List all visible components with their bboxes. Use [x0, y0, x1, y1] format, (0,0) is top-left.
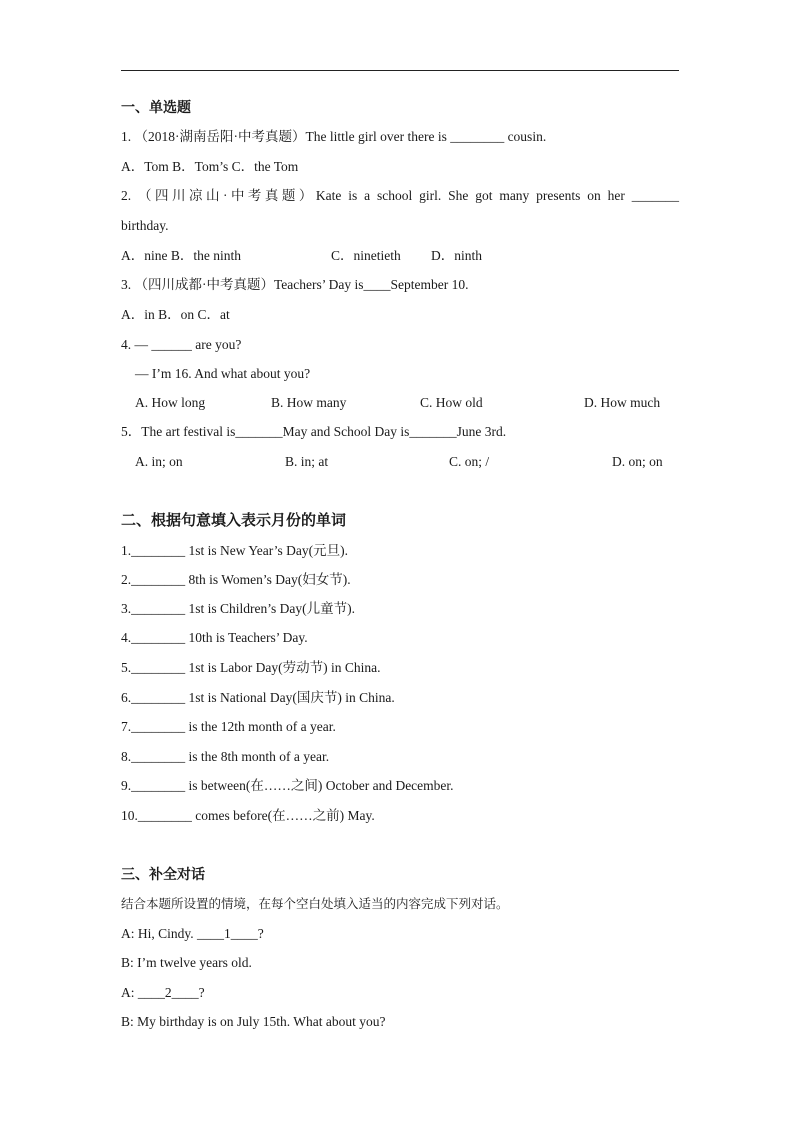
question-5-option-c: C. on; / [449, 454, 490, 469]
question-5-option-a: A. in; on [135, 454, 183, 469]
section3-instruction: 结合本题所设置的情境，在每个空白处填入适当的内容完成下列对话。 [121, 896, 509, 911]
fill-item-2: 2.________ 8th is Women’s Day(妇女节). [121, 572, 351, 587]
fill-item-9: 9.________ is between(在……之间) October and December. [121, 778, 454, 793]
question-3-options: A．in B．on C．at [121, 307, 230, 322]
question-1: 1. （2018·湖南岳阳·中考真题）The little girl over there is ________ cousin. [121, 129, 547, 144]
section2-heading: 二、根据句意填入表示月份的单词 [121, 511, 347, 529]
dialogue-line-4: B: My birthday is on July 15th. What about you? [121, 1014, 386, 1029]
fill-item-7: 7.________ is the 12th month of a year. [121, 719, 336, 734]
dialogue-line-3: A: ____2____? [121, 985, 205, 1000]
question-4-option-a: A. How long [135, 395, 206, 410]
fill-item-1: 1.________ 1st is New Year’s Day(元旦). [121, 543, 348, 558]
question-5-option-b: B. in; at [285, 454, 329, 469]
question-3: 3. （四川成都·中考真题）Teachers’ Day is____September 10. [121, 277, 469, 292]
fill-item-6: 6.________ 1st is National Day(国庆节) in China. [121, 690, 395, 705]
question-4-option-b: B. How many [271, 395, 347, 410]
question-4-line2: — I’m 16. And what about you? [135, 366, 311, 381]
question-2-line1: 2. （四川凉山·中考真题）Kate is a school girl. She got many presents on her _______ [121, 188, 679, 203]
fill-item-10: 10.________ comes before(在……之前) May. [121, 808, 375, 823]
question-4-option-c: C. How old [420, 395, 483, 410]
fill-item-3: 3.________ 1st is Children’s Day(儿童节). [121, 601, 355, 616]
question-4-line1: 4. — ______ are you? [121, 337, 242, 352]
question-2-option-c: C．ninetieth [331, 248, 401, 263]
question-1-options: A．Tom B．Tom’s C．the Tom [121, 159, 299, 174]
section1-heading: 一、单选题 [121, 100, 191, 116]
question-4-option-d: D. How much [584, 395, 661, 410]
section3-heading: 三、补全对话 [121, 867, 205, 883]
header-rule [121, 70, 679, 71]
fill-item-4: 4.________ 10th is Teachers’ Day. [121, 630, 308, 645]
question-2-option-d: D．ninth [431, 248, 483, 263]
fill-item-8: 8.________ is the 8th month of a year. [121, 749, 330, 764]
fill-item-5: 5.________ 1st is Labor Day(劳动节) in China. [121, 660, 381, 675]
dialogue-line-1: A: Hi, Cindy. ____1____? [121, 926, 264, 941]
dialogue-line-2: B: I’m twelve years old. [121, 955, 252, 970]
question-2-line2: birthday. [121, 218, 169, 233]
question-5: 5．The art festival is_______May and School Day is_______June 3rd. [121, 424, 507, 439]
question-5-option-d: D. on; on [612, 454, 663, 469]
question-2-option-ab: A．nine B．the ninth [121, 248, 241, 263]
